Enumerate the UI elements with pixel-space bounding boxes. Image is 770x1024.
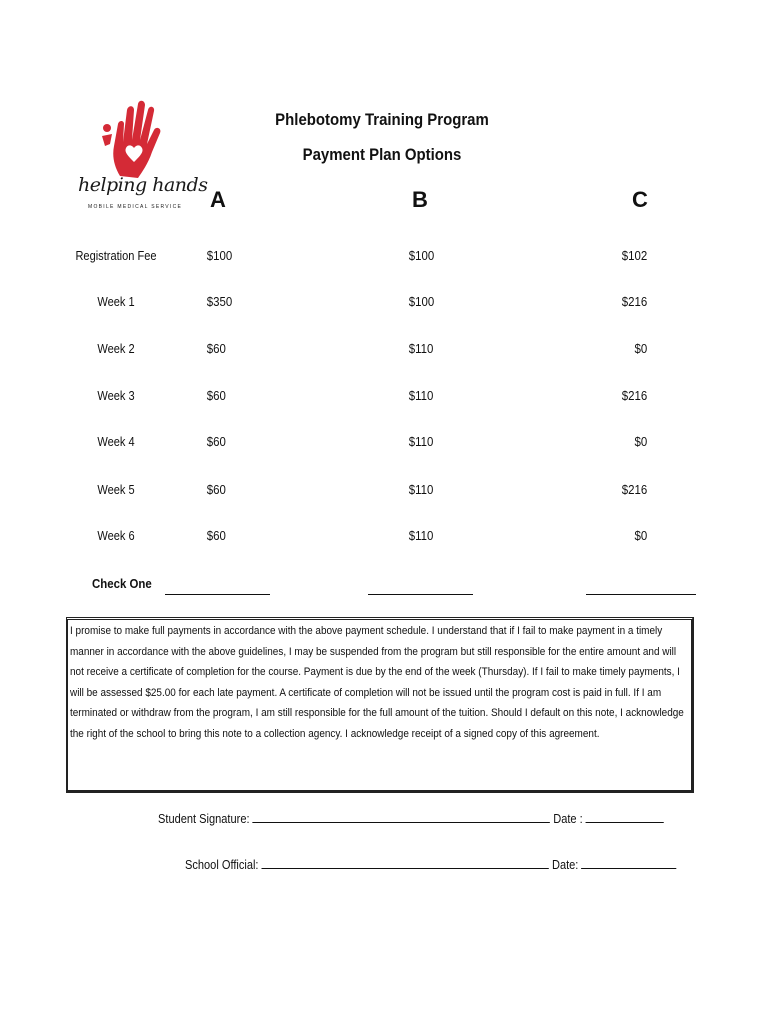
- student-signature-field[interactable]: [253, 810, 551, 823]
- school-official-row: [185, 856, 677, 872]
- plan-c-amount: $102: [621, 248, 648, 263]
- plan-b-header: B: [412, 187, 428, 212]
- plan-b-check-field[interactable]: [368, 594, 473, 595]
- agreement-text: I promise to make full payments in accordance with the above payment schedule. I understand that if I fail to make payment in a timely manner in accordance with the above guidelines, I may be suspended from the program but still responsible for the entire amount and will not receive a certificate of completion for the course. Payment is due by the end of the week (Thursday). If I fail to make timely payments, I will be assessed $25.00 for each late payment. A certificate of completion will not be issued until the program cost is paid in full. If I am terminated or withdraw from the program, I am still responsible for the full amount of the tuition. Should I default on this note, I acknowledge the right of the school to bring this note to a collection agency. I acknowledge receipt of a signed copy of this agreement.: [70, 625, 684, 740]
- check-one-label: Check One: [92, 576, 152, 591]
- plan-a-amount: $60: [206, 388, 226, 403]
- plan-b-amount: $110: [408, 528, 434, 543]
- row-label: Week 3: [97, 388, 135, 403]
- student-date-field[interactable]: [586, 810, 664, 823]
- plan-a-amount: $100: [206, 248, 233, 263]
- hand-heart-icon: [98, 100, 168, 180]
- plan-b-amount: $110: [408, 482, 434, 497]
- student-signature-row: [158, 810, 664, 826]
- school-date-label: Date:: [551, 857, 579, 872]
- row-label: Week 4: [97, 434, 135, 449]
- plan-c-amount: $216: [621, 388, 648, 403]
- plan-c-amount: $0: [634, 528, 648, 543]
- plan-a-amount: $60: [206, 434, 226, 449]
- plan-c-amount: $0: [634, 341, 648, 356]
- school-official-label: School Official:: [185, 857, 259, 872]
- student-date-label: Date :: [553, 811, 583, 826]
- row-label: Week 5: [97, 482, 135, 497]
- student-signature-label: Student Signature:: [158, 811, 250, 826]
- page-subtitle: Payment Plan Options: [302, 145, 462, 164]
- plan-a-amount: $60: [206, 341, 226, 356]
- plan-b-amount: $110: [408, 388, 434, 403]
- page-title: Phlebotomy Training Program: [275, 110, 489, 129]
- plan-a-amount: $60: [206, 528, 226, 543]
- school-date-field[interactable]: [581, 856, 676, 869]
- plan-c-header: C: [632, 187, 648, 212]
- plan-b-amount: $110: [408, 434, 434, 449]
- plan-c-amount: $216: [621, 482, 648, 497]
- plan-b-amount: $100: [408, 248, 435, 263]
- school-official-field[interactable]: [262, 856, 549, 869]
- plan-c-amount: $216: [621, 294, 648, 309]
- plan-a-amount: $350: [206, 294, 233, 309]
- row-label: Week 2: [97, 341, 135, 356]
- plan-a-check-field[interactable]: [165, 594, 270, 595]
- logo-tagline: MOBILE MEDICAL SERVICE: [88, 204, 183, 210]
- plan-c-amount: $0: [634, 434, 648, 449]
- row-label: Registration Fee: [75, 248, 157, 263]
- helping-hands-logo: [78, 100, 208, 218]
- plan-b-amount: $110: [408, 341, 434, 356]
- plan-a-header: A: [210, 187, 226, 212]
- plan-c-check-field[interactable]: [586, 594, 696, 595]
- logo-wordmark: helping hands: [78, 174, 208, 196]
- row-label: Week 6: [97, 528, 135, 543]
- row-label: Week 1: [97, 294, 135, 309]
- plan-a-amount: $60: [206, 482, 226, 497]
- plan-b-amount: $100: [408, 294, 435, 309]
